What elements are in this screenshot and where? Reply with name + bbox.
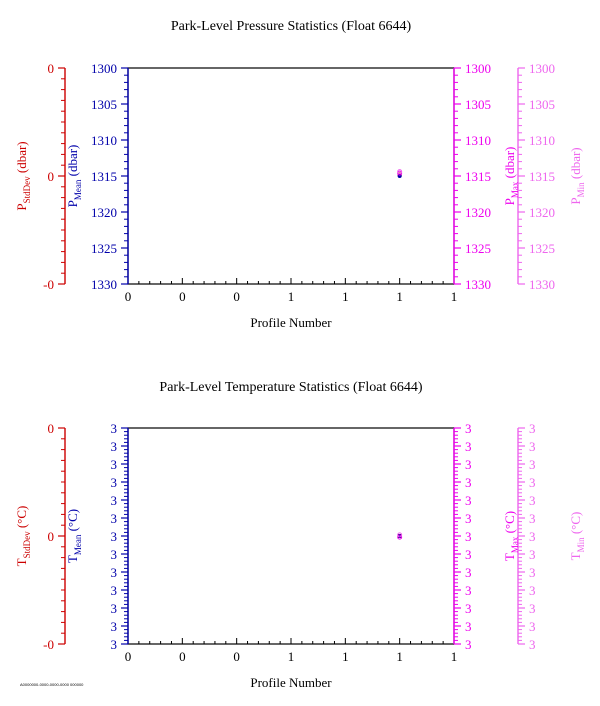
chart2-min-tick-label: 3 [529,457,536,472]
chart1-min-tick-label: 1300 [529,61,555,76]
chart2-mean-tick-label: 3 [110,511,117,526]
chart2-max-tick-label: 3 [465,457,472,472]
chart2-mean-tick-label: 3 [110,493,117,508]
chart2-x-tick-label: 1 [342,649,349,664]
chart2-max-axis-label: $T_{Max}$ (°C) [502,510,520,562]
chart2-mean-tick-label: 3 [110,457,117,472]
chart2-max-tick-label: 3 [465,475,472,490]
chart1-min-tick-label: 1320 [529,205,555,220]
chart2-min-tick-label: 3 [529,637,536,652]
chart1-x-tick-label: 0 [179,289,186,304]
chart2-title: Park-Level Temperature Statistics (Float 6644) [159,380,423,395]
chart1-min-tick-label: 1315 [529,169,555,184]
chart1-max-tick-label: 1300 [465,61,491,76]
chart2-x-tick-label: 0 [124,649,132,664]
chart1-max-tick-label: 1330 [465,277,491,292]
chart2-min-tick-label: 3 [529,619,536,634]
chart1-mean-axis-label: $P_{Mean}$ (dbar) [65,144,83,208]
chart2-mean-tick-label: 3 [110,565,117,580]
chart1-stddev-tick-label: 0 [47,169,54,184]
chart1-min-tick-label: 1325 [529,241,555,256]
chart2-mean-tick-label: 3 [110,583,117,598]
chart2-mean-tick-label: 3 [110,421,117,436]
chart1-mean-tick-label: 1325 [91,241,117,256]
chart2-min-tick-label: 3 [529,493,536,508]
chart1-max-tick-label: 1310 [465,133,491,148]
chart1-mean-tick-label: 1330 [91,277,117,292]
chart2-max-tick-label: 3 [465,493,472,508]
chart2-mean-tick-label: 3 [110,529,117,544]
chart2-stddev-tick-label: -0 [43,637,54,652]
chart1-stddev-tick-label: 0 [47,61,54,76]
chart1-max-axis-label: $P_{Max}$ (dbar) [502,146,520,206]
chart2-x-tick-label: 0 [233,649,240,664]
chart1-x-tick-label: 1 [396,289,403,304]
chart1-max-tick-label: 1305 [465,97,491,112]
chart2-max-tick-label: 3 [465,583,472,598]
chart1-x-tick-label: 1 [287,289,295,304]
chart1-stddev-tick-label: -0 [43,277,54,292]
footer-code: A0000000-0000-0000-0000 000000 [20,682,84,687]
chart2-mean-tick-label: 3 [110,619,117,634]
chart1-plot-frame [128,68,454,284]
chart2-min-tick-label: 3 [529,529,536,544]
chart2-max-tick-label: 3 [465,565,472,580]
chart2-mean-tick-label: 3 [110,637,117,652]
chart1-x-tick-label: 1 [450,289,458,304]
chart2-min-tick-label: 3 [529,583,536,598]
chart1-max-tick-label: 1315 [465,169,491,184]
chart1-max-tick-label: 1325 [465,241,491,256]
chart1-min-tick-label: 1330 [529,277,555,292]
chart1-x-tick-label: 0 [233,289,240,304]
chart1-mean-tick-label: 1320 [91,205,117,220]
chart2-max-tick-label: 3 [465,637,472,652]
chart2-max-tick-label: 3 [465,439,472,454]
chart1-mean-tick-label: 1300 [91,61,117,76]
chart1-stddev-axis-label: $P_{StdDev}$ (dbar) [14,141,32,211]
chart2-max-tick-label: 3 [465,511,472,526]
chart1-min-tick-label: 1310 [529,133,555,148]
chart2-mean-tick-label: 3 [110,547,117,562]
chart2-stddev-axis-label: $T_{StdDev}$ (°C) [14,505,32,567]
chart2-max-tick-label: 3 [465,547,472,562]
chart2-max-tick-label: 3 [465,601,472,616]
chart1-mean-tick-label: 1315 [91,169,117,184]
chart2-min-tick-label: 3 [529,565,536,580]
chart2-min-tick-label: 3 [529,475,536,490]
chart1-min-axis-label: $P_{Min}$ (dbar) [568,147,586,205]
chart2-x-axis-label: Profile Number [250,675,332,690]
chart2-mean-tick-label: 3 [110,475,117,490]
chart2-x-tick-label: 1 [396,649,403,664]
chart2-max-tick-label: 3 [465,619,472,634]
chart2-stddev-tick-label: 0 [47,529,54,544]
chart1-max-tick-label: 1320 [465,205,491,220]
chart2-max-tick-label: 3 [465,421,472,436]
chart1-x-tick-label: 0 [124,289,132,304]
chart2-min-tick-label: 3 [529,601,536,616]
chart2-mean-tick-label: 3 [110,439,117,454]
chart2-x-tick-label: 1 [450,649,458,664]
chart1-title: Park-Level Pressure Statistics (Float 6644) [170,19,412,34]
chart2-x-tick-label: 1 [287,649,295,664]
chart2-min-tick-label: 3 [529,511,536,526]
chart2-min-tick-label: 3 [529,421,536,436]
chart2-min-tick-label: 3 [529,439,536,454]
chart2-min-axis-label: $T_{Min}$ (°C) [568,511,586,561]
chart1-x-axis-label: Profile Number [250,315,332,330]
chart1-min-tick-label: 1305 [529,97,555,112]
chart2-plot-frame [128,428,454,644]
chart2-min-tick-label: 3 [529,547,536,562]
chart2-stddev-tick-label: 0 [47,421,54,436]
chart1-x-tick-label: 1 [342,289,349,304]
chart2-mean-axis-label: $T_{Mean}$ (°C) [65,508,83,564]
chart2-x-tick-label: 0 [179,649,186,664]
chart1-mean-tick-label: 1305 [91,97,117,112]
chart2-max-tick-label: 3 [465,529,472,544]
chart1-mean-tick-label: 1310 [91,133,117,148]
chart2-mean-tick-label: 3 [110,601,117,616]
